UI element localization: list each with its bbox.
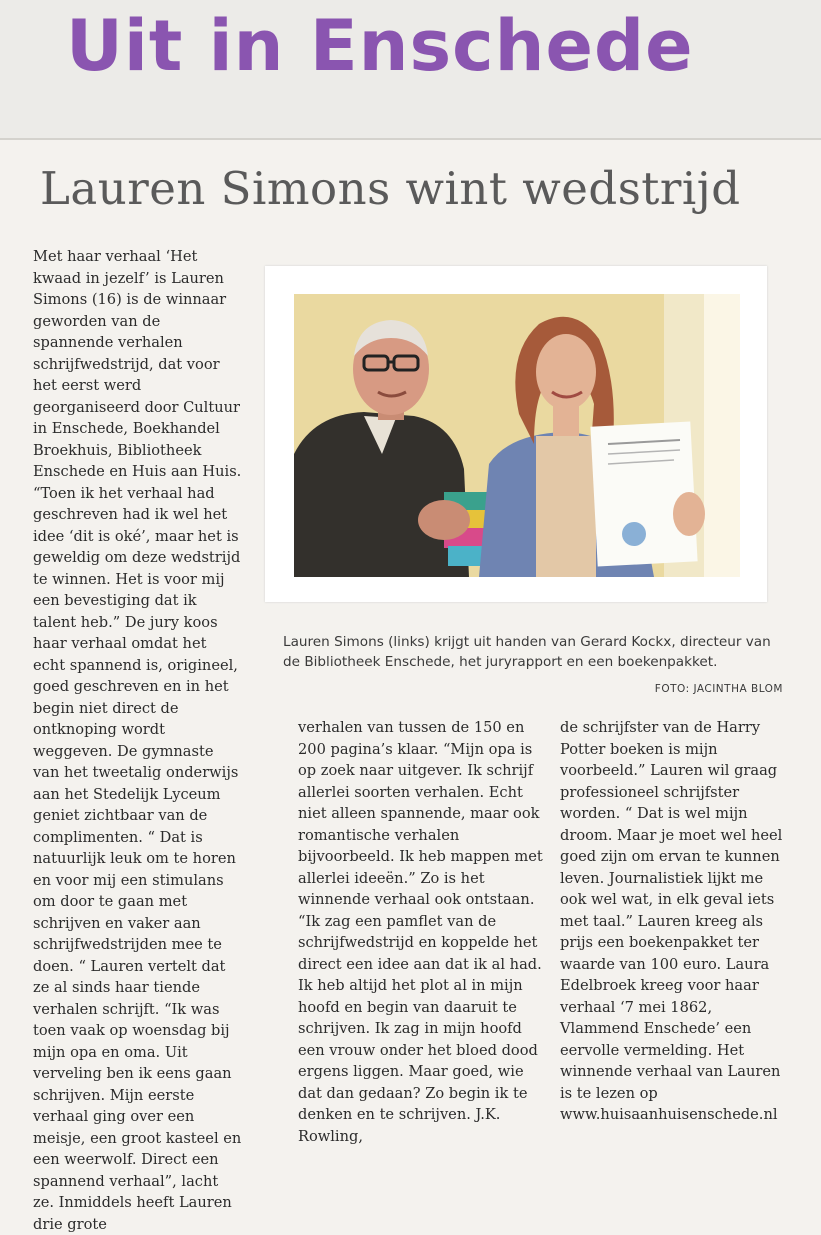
photo-illustration: [294, 294, 740, 577]
column-left-text: Met haar verhaal ‘Het kwaad in jezelf’ is Lauren Simons (16) is de winnaar geworden van de spannende verhalen schrijfwedstrijd, dat voor het eerst werd georganiseerd door Cultuur in Enschede, Boekhandel Broekhuis, Bibliotheek Enschede en Huis aan Huis. “Toen ik het verhaal had geschreven had ik wel het idee ‘dit is oké’, maar het is geweldig om deze wedstrijd te winnen. Het is voor mij een bevestiging dat ik talent heb.” De jury koos haar verhaal omdat het echt spannend is, origineel, goed geschreven en in het begin niet direct de ontknoping wordt weggeven. De gymnaste van het tweetalig onderwijs aan het Stedelijk Lyceum geniet zichtbaar van de complimenten. “ Dat is natuurlijk leuk om te horen en voor mij een stimulans om door te gaan met schrijven en vaker aan schrijfwedstrijden mee te doen. “ Lauren vertelt dat ze al sinds haar tiende verhalen schrijft. “Ik was toen vaak op woensdag bij mijn opa en oma. Uit verveling ben ik eens gaan schrijven. Mijn eerste verhaal ging over een meisje, een groot kasteel en een weerwolf. Direct een spannend verhaal”, lacht ze. Inmiddels heeft Lauren drie grote: [33, 248, 242, 1233]
photo-caption: Lauren Simons (links) krijgt uit handen van Gerard Kockx, directeur van de Bibliotheek Enschede, het juryrapport en een boekenpakket.: [283, 634, 771, 670]
photo-frame: [265, 266, 767, 602]
article-column-middle: [298, 717, 548, 1147]
section-title: Uit in Enschede: [66, 5, 694, 87]
photo-credit: FOTO: JACINTHA BLOM: [654, 683, 783, 695]
article-column-right: [560, 717, 790, 1126]
column-middle-text: verhalen van tussen de 150 en 200 pagina’s klaar. “Mijn opa is op zoek naar uitgever. Ik schrijf allerlei soorten verhalen. Echt niet alleen spannende, maar ook romantische verhalen bijvoorbeeld. Ik heb mappen met allerlei ideeën.” Zo is het winnende verhaal ook ontstaan. “Ik zag een pamflet van de schrijfwedstrijd en koppelde het direct een idee aan dat ik al had. Ik heb altijd het plot al in mijn hoofd en begin van daaruit te schrijven. Ik zag in mijn hoofd een vrouw onder het bloed dood ergens liggen. Maar goed, wie dat dan gedaan? Zo begin ik te denken en te schrijven. J.K. Rowling,: [298, 719, 543, 1145]
article-photo: [294, 294, 740, 577]
article-headline: Lauren Simons wint wedstrijd: [40, 162, 741, 215]
column-right-text: de schrijfster van de Harry Potter boeken is mijn voorbeeld.” Lauren wil graag professioneel schrijfster worden. “ Dat is wel mijn droom. Maar je moet wel heel goed zijn om ervan te kunnen leven. Journalistiek lijkt me ook wel wat, in elk geval iets met taal.” Lauren kreeg als prijs een boekenpakket ter waarde van 100 euro. Laura Edelbroek kreeg voor haar verhaal ‘7 mei 1862, Vlammend Enschede’ een eervolle vermelding. Het winnende verhaal van Lauren is te lezen op www.huisaanhuisenschede.nl: [560, 719, 783, 1123]
page-divider: [0, 138, 821, 140]
article-column-left: [33, 246, 243, 1235]
